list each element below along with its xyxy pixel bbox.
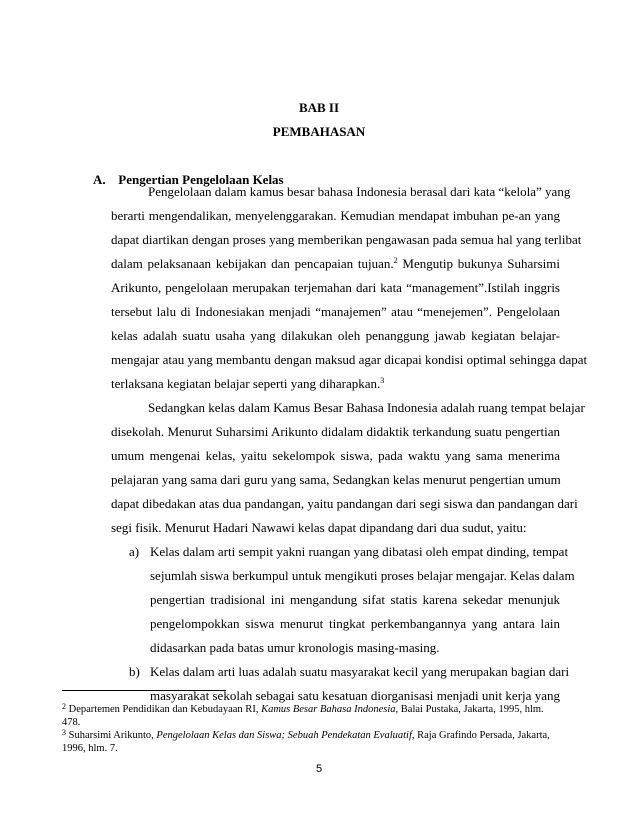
paragraph-line: segi fisik. Menurut Hadari Nawawi kelas dapat dipandang dari dua sudut, yaitu: bbox=[111, 520, 527, 535]
section-label: A. bbox=[93, 172, 106, 187]
paragraph-line: dapat diartikan dengan proses yang memberikan pengawasan pada semua hal yang terlibat bbox=[111, 232, 582, 247]
paragraph-line: dalam pelaksanaan kebijakan dan pencapaian tujuan.$^2$ Mengutip bukunya Suharsimi bbox=[111, 256, 561, 271]
list-item-line: masyarakat sekolah sebagai satu kesatuan diorganisasi menjadi unit kerja yang bbox=[150, 688, 560, 703]
paragraph-line: Sedangkan kelas dalam Kamus Besar Bahasa Indonesia adalah ruang tempat belajar bbox=[148, 400, 585, 415]
paragraph-line: Arikunto, pengelolaan merupakan terjemahan dari kata “management”.Istilah inggris bbox=[111, 280, 560, 295]
chapter-heading: BAB II bbox=[298, 100, 340, 115]
list-item-line: didasarkan pada batas umur kronologis masing-masing. bbox=[150, 640, 440, 655]
paragraph-line: tersebut lalu di Indonesiakan menjadi “manajemen” atau “menejemen”. Pengelolaan bbox=[111, 304, 560, 319]
list-item-line: Kelas dalam arti luas adalah suatu masyarakat kecil yang merupakan bagian dari bbox=[150, 664, 570, 679]
footnote-continuation: 478. bbox=[62, 717, 81, 728]
paragraph-line: berarti mengendalikan, menyelenggarakan. Kemudian mendapat imbuhan pe-an yang bbox=[111, 208, 560, 223]
list-marker: a) bbox=[129, 544, 140, 559]
footnote: $^3$ Suharsimi Arikunto, Pengelolaan Kelas dan Siswa; Sebuah Pendekatan Evaluatif, Raja Grafindo Persada, Jakarta, bbox=[62, 728, 550, 741]
paragraph-line: umum mengenai kelas, yaitu sekelompok siswa, pada waktu yang sama menerima bbox=[111, 448, 560, 463]
footnote-ref: 3 bbox=[380, 376, 385, 385]
footnote-separator bbox=[62, 690, 226, 691]
paragraph-line: pelajaran yang sama dari guru yang sama, Sedangkan kelas menurut pengertian umum bbox=[111, 472, 561, 487]
paragraph-line: Pengelolaan dalam kamus besar bahasa Indonesia berasal dari kata “kelola” yang bbox=[148, 184, 571, 199]
list-item-line: sejumlah siswa berkumpul untuk mengikuti proses belajar mengajar. Kelas dalam bbox=[150, 568, 575, 583]
paragraph-line: disekolah. Menurut Suharsimi Arikunto didalam didaktik terkandung suatu pengertian bbox=[111, 424, 560, 439]
footnote-ref: 2 bbox=[393, 256, 398, 265]
footnote-continuation: 1996, hlm. 7. bbox=[62, 743, 118, 754]
section-title: Pengertian Pengelolaan Kelas bbox=[118, 172, 284, 187]
list-item-line: pengertian tradisional ini mengandung sifat statis karena sekedar menunjuk bbox=[150, 592, 560, 607]
paragraph-line: kelas adalah suatu usaha yang dilakukan oleh penanggung jawab kegiatan belajar- bbox=[111, 328, 560, 343]
list-marker: b) bbox=[129, 664, 140, 679]
chapter-title: PEMBAHASAN bbox=[272, 124, 366, 139]
paragraph-line: mengajar atau yang membantu dengan maksud agar dicapai kondisi optimal sehingga dapat bbox=[111, 352, 588, 367]
paragraph-line: terlaksana kegiatan belajar seperti yang diharapkan.$^3$ bbox=[111, 376, 385, 391]
list-item-line: Kelas dalam arti sempit yakni ruangan yang dibatasi oleh empat dinding, tempat bbox=[150, 544, 569, 559]
page-number: 5 bbox=[315, 763, 323, 775]
list-item-line: pengelompokkan siswa menurut tingkat perkembangannya yang antara lain bbox=[150, 616, 560, 631]
paragraph-line: dapat dibedakan atas dua pandangan, yaitu pandangan dari segi siswa dan pandangan dari bbox=[111, 496, 578, 511]
footnote: $^2$ Departemen Pendidikan dan Kebudayaan RI, Kamus Besar Bahasa Indonesia, Balai Pustaka, Jakarta, 1995, hlm. bbox=[62, 702, 544, 715]
